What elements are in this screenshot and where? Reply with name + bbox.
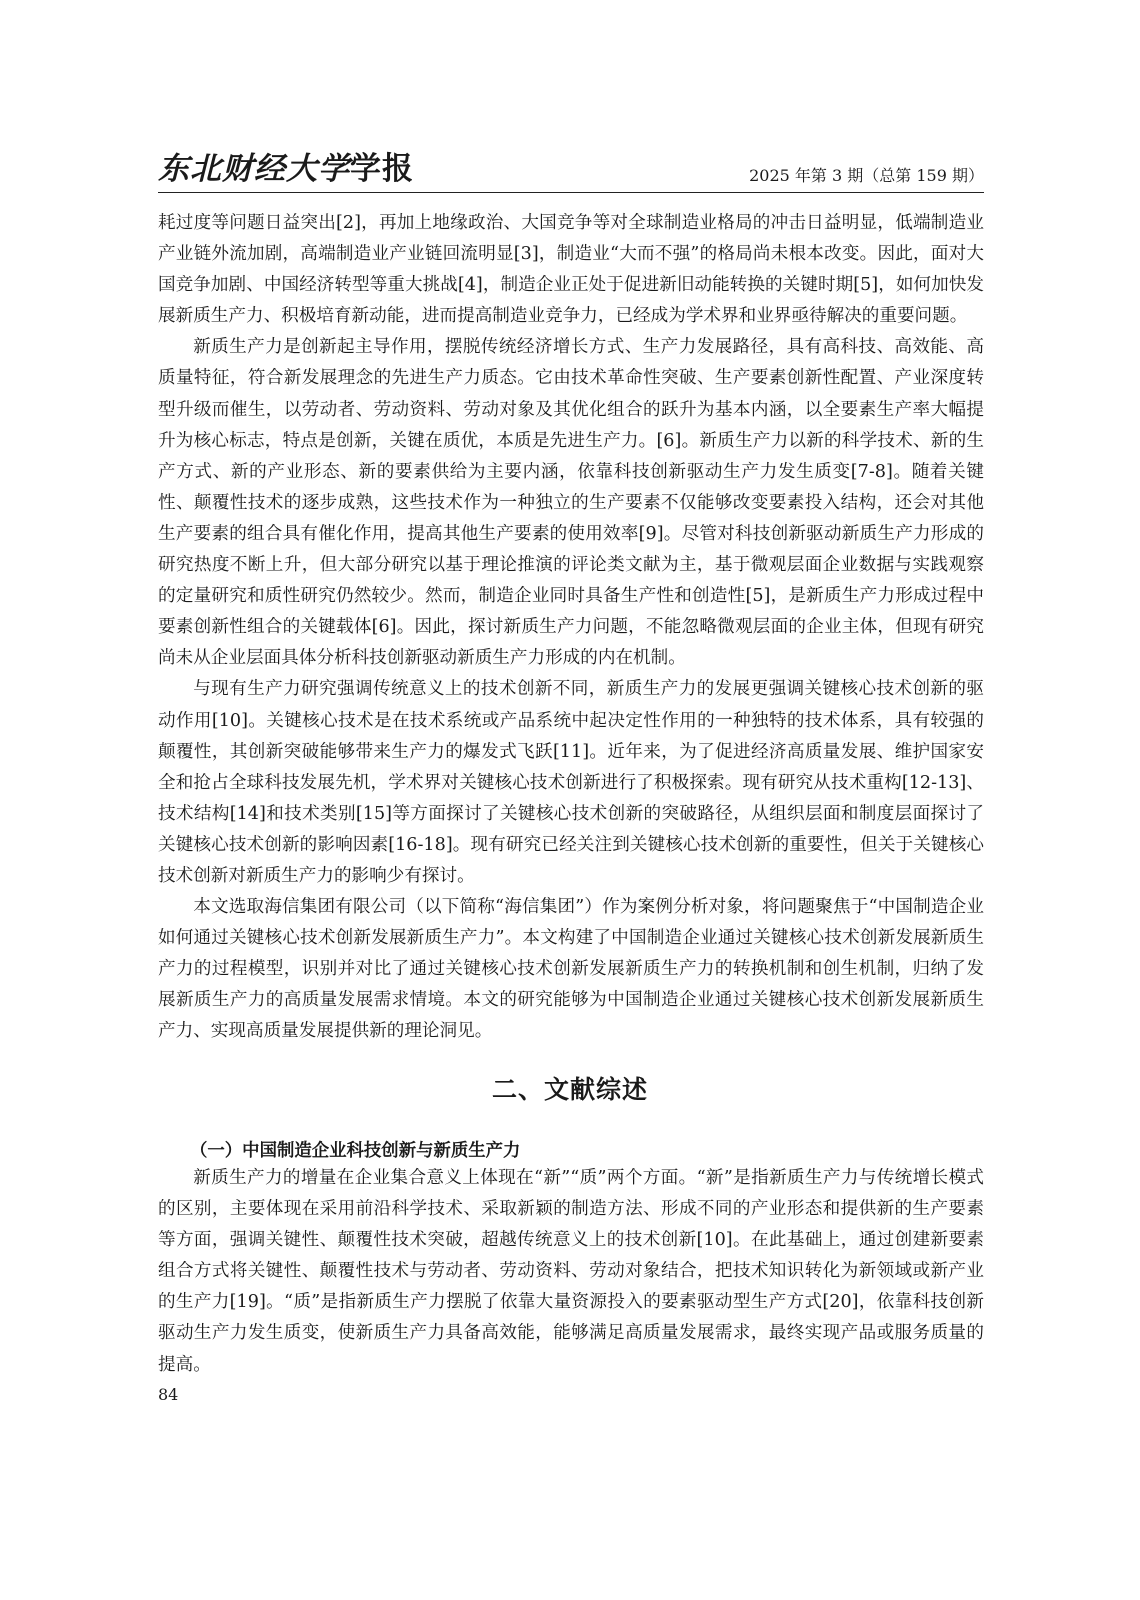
section-text — [158, 1163, 984, 1381]
section-title: 二、文献综述 — [491, 1075, 648, 1104]
journal-name-suffix: 学报 — [350, 151, 414, 187]
intro-text — [158, 208, 984, 1048]
paragraph-4: 本文选取海信集团有限公司（以下简称“海信集团”）作为案例分析对象，将问题聚焦于“中国制造企业如何通过关键核心技术创新发展新质生产力”。本文构建了中国制造企业通过关键核心技术创新发展新质生产力的过程模型，识别并对比了通过关键核心技术创新发展新质生产力的转换机制和创生机制，归纳了发展新质生产力的高质量发展需求情境。本文的研究能够为中国制造企业通过关键核心技术创新发展新质生产力、实现高质量发展提供新的理论洞见。 — [158, 897, 984, 1042]
paragraph-3: 与现有生产力研究强调传统意义上的技术创新不同，新质生产力的发展更强调关键核心技术创新的驱动作用[10]。关键核心技术是在技术系统或产品系统中起决定性作用的一种独特的技术体系，具有较强的颠覆性，其创新突破能够带来生产力的爆发式飞跃[11]。近年来，为了促进经济高质量发展、维护国家安全和抢占全球科技发展先机，学术界对关键核心技术创新进行了积极探索。现有研究从技术重构[12-13]、技术结构[14]和技术类别[15]等方面探讨了关键核心技术创新的突破路径，从组织层面和制度层面探讨了关键核心技术创新的影响因素[16-18]。现有研究已经关注到关键核心技术创新的重要性，但关于关键核心技术创新对新质生产力的影响少有探讨。 — [158, 679, 984, 886]
subsection-title: （一）中国制造企业科技创新与新质生产力 — [190, 1141, 521, 1161]
journal-name-calligraphy: 东北财经大学 — [158, 151, 350, 187]
page-number: 84 — [158, 1385, 179, 1404]
issue-info: 2025 年第 3 期（总第 159 期） — [749, 166, 984, 185]
running-header — [158, 150, 984, 193]
journal-logo — [158, 143, 414, 188]
paragraph-2: 新质生产力是创新起主导作用，摆脱传统经济增长方式、生产力发展路径，具有高科技、高效能、高质量特征，符合新发展理念的先进生产力质态。它由技术革命性突破、生产要素创新性配置、产业深度转型升级而催生，以劳动者、劳动资料、劳动对象及其优化组合的跃升为基本内涵，以全要素生产率大幅提升为核心标志，特点是创新，关键在质优，本质是先进生产力。[6]。新质生产力以新的科学技术、新的生产方式、新的产业形态、新的要素供给为主要内涵，依靠科技创新驱动生产力发生质变[7-8]。随着关键性、颠覆性技术的逐步成熟，这些技术作为一种独立的生产要素不仅能够改变要素投入结构，还会对其他生产要素的组合具有催化作用，提高其他生产要素的使用效率[9]。尽管对科技创新驱动新质生产力形成的研究热度不断上升，但大部分研究以基于理论推演的评论类文献为主，基于微观层面企业数据与实践观察的定量研究和质性研究仍然较少。然而，制造企业同时具备生产性和创造性[5]，是新质生产力形成过程中要素创新性组合的关键载体[6]。因此，探讨新质生产力问题，不能忽略微观层面的企业主体，但现有研究尚未从企业层面具体分析科技创新驱动新质生产力形成的内在机制。 — [158, 337, 984, 669]
section-paragraph: 新质生产力的增量在企业集合意义上体现在“新”“质”两个方面。“新”是指新质生产力与传统增长模式的区别，主要体现在采用前沿科学技术、采取新颖的制造方法、形成不同的产业形态和提供新的生产要素等方面，强调关键性、颠覆性技术突破，超越传统意义上的技术创新[10]。在此基础上，通过创建新要素组合方式将关键性、颠覆性技术与劳动者、劳动资料、劳动对象结合，把技术知识转化为新领域或新产业的生产力[19]。“质”是指新质生产力摆脱了依靠大量资源投入的要素驱动型生产方式[20]，依靠科技创新驱动生产力发生质变，使新质生产力具备高效能，能够满足高质量发展需求，最终实现产品或服务质量的提高。 — [158, 1168, 984, 1375]
paragraph-1: 耗过度等问题日益突出[2]，再加上地缘政治、大国竞争等对全球制造业格局的冲击日益明显，低端制造业产业链外流加剧，高端制造业产业链回流明显[3]，制造业“大而不强”的格局尚未根本改变。因此，面对大国竞争加剧、中国经济转型等重大挑战[4]，制造企业正处于促进新旧动能转换的关键时期[5]，如何加快发展新质生产力、积极培育新动能，进而提高制造业竞争力，已经成为学术界和业界亟待解决的重要问题。 — [158, 213, 984, 327]
